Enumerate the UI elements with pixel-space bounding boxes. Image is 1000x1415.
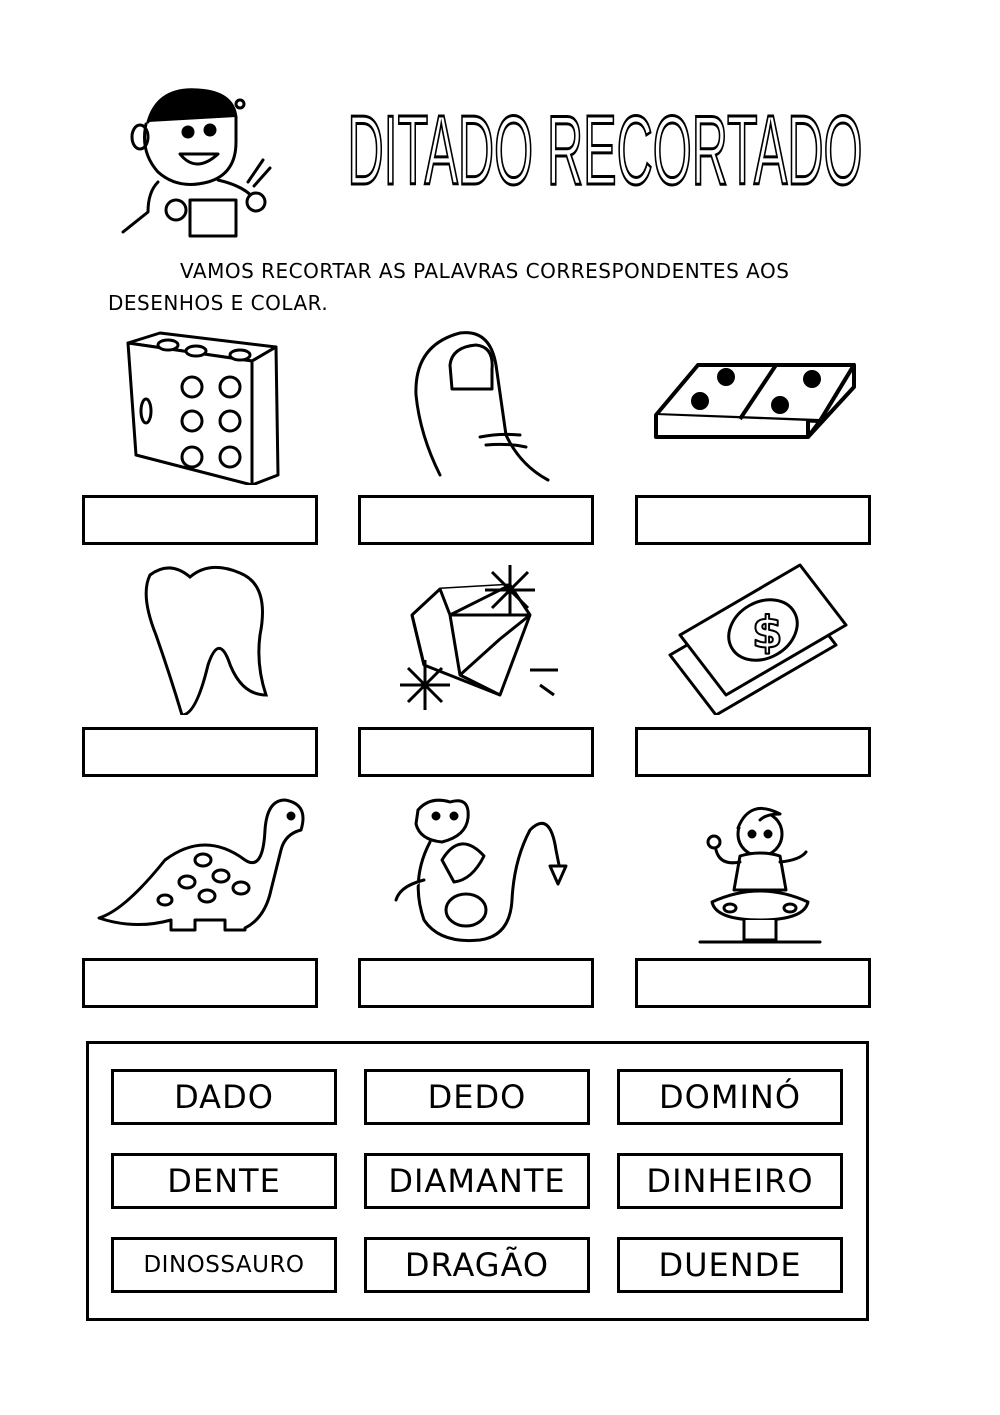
word-card-dedo[interactable]: DEDO (364, 1069, 590, 1125)
word-card-domino[interactable]: DOMINÓ (617, 1069, 843, 1125)
svg-text:DITADO RECORTADO: DITADO RECORTADO (347, 95, 863, 202)
answer-box-7[interactable] (82, 958, 318, 1008)
word-card-dinossauro[interactable]: DINOSSAURO (111, 1237, 337, 1293)
diamond-icon (380, 555, 620, 715)
word-card-duende[interactable]: DUENDE (617, 1237, 843, 1293)
dinosaur-icon (95, 790, 335, 950)
answer-box-4[interactable] (82, 727, 318, 777)
answer-box-3[interactable] (635, 495, 871, 545)
word-card-dragao[interactable]: DRAGÃO (364, 1237, 590, 1293)
word-card-dinheiro[interactable]: DINHEIRO (617, 1153, 843, 1209)
finger-icon (380, 325, 620, 485)
answer-box-6[interactable] (635, 727, 871, 777)
answer-box-5[interactable] (358, 727, 594, 777)
instructions-line1: VAMOS RECORTAR AS PALAVRAS CORRESPONDENTES AOS (180, 259, 790, 283)
instructions (108, 255, 908, 319)
instructions-line2: DESENHOS E COLAR. (108, 291, 329, 315)
boy-cutting-paper-icon (118, 82, 278, 242)
answer-box-1[interactable] (82, 495, 318, 545)
word-card-dente[interactable]: DENTE (111, 1153, 337, 1209)
dragon-icon (380, 790, 620, 950)
dice-icon (100, 325, 340, 485)
elf-icon (640, 790, 880, 950)
tooth-icon (100, 555, 340, 715)
answer-box-9[interactable] (635, 958, 871, 1008)
money-icon (640, 555, 880, 715)
word-card-diamante[interactable]: DIAMANTE (364, 1153, 590, 1209)
domino-icon (640, 325, 880, 485)
word-card-dado[interactable]: DADO (111, 1069, 337, 1125)
svg-text:$: $ (752, 607, 783, 658)
page-title (340, 92, 870, 202)
answer-box-8[interactable] (358, 958, 594, 1008)
answer-box-2[interactable] (358, 495, 594, 545)
